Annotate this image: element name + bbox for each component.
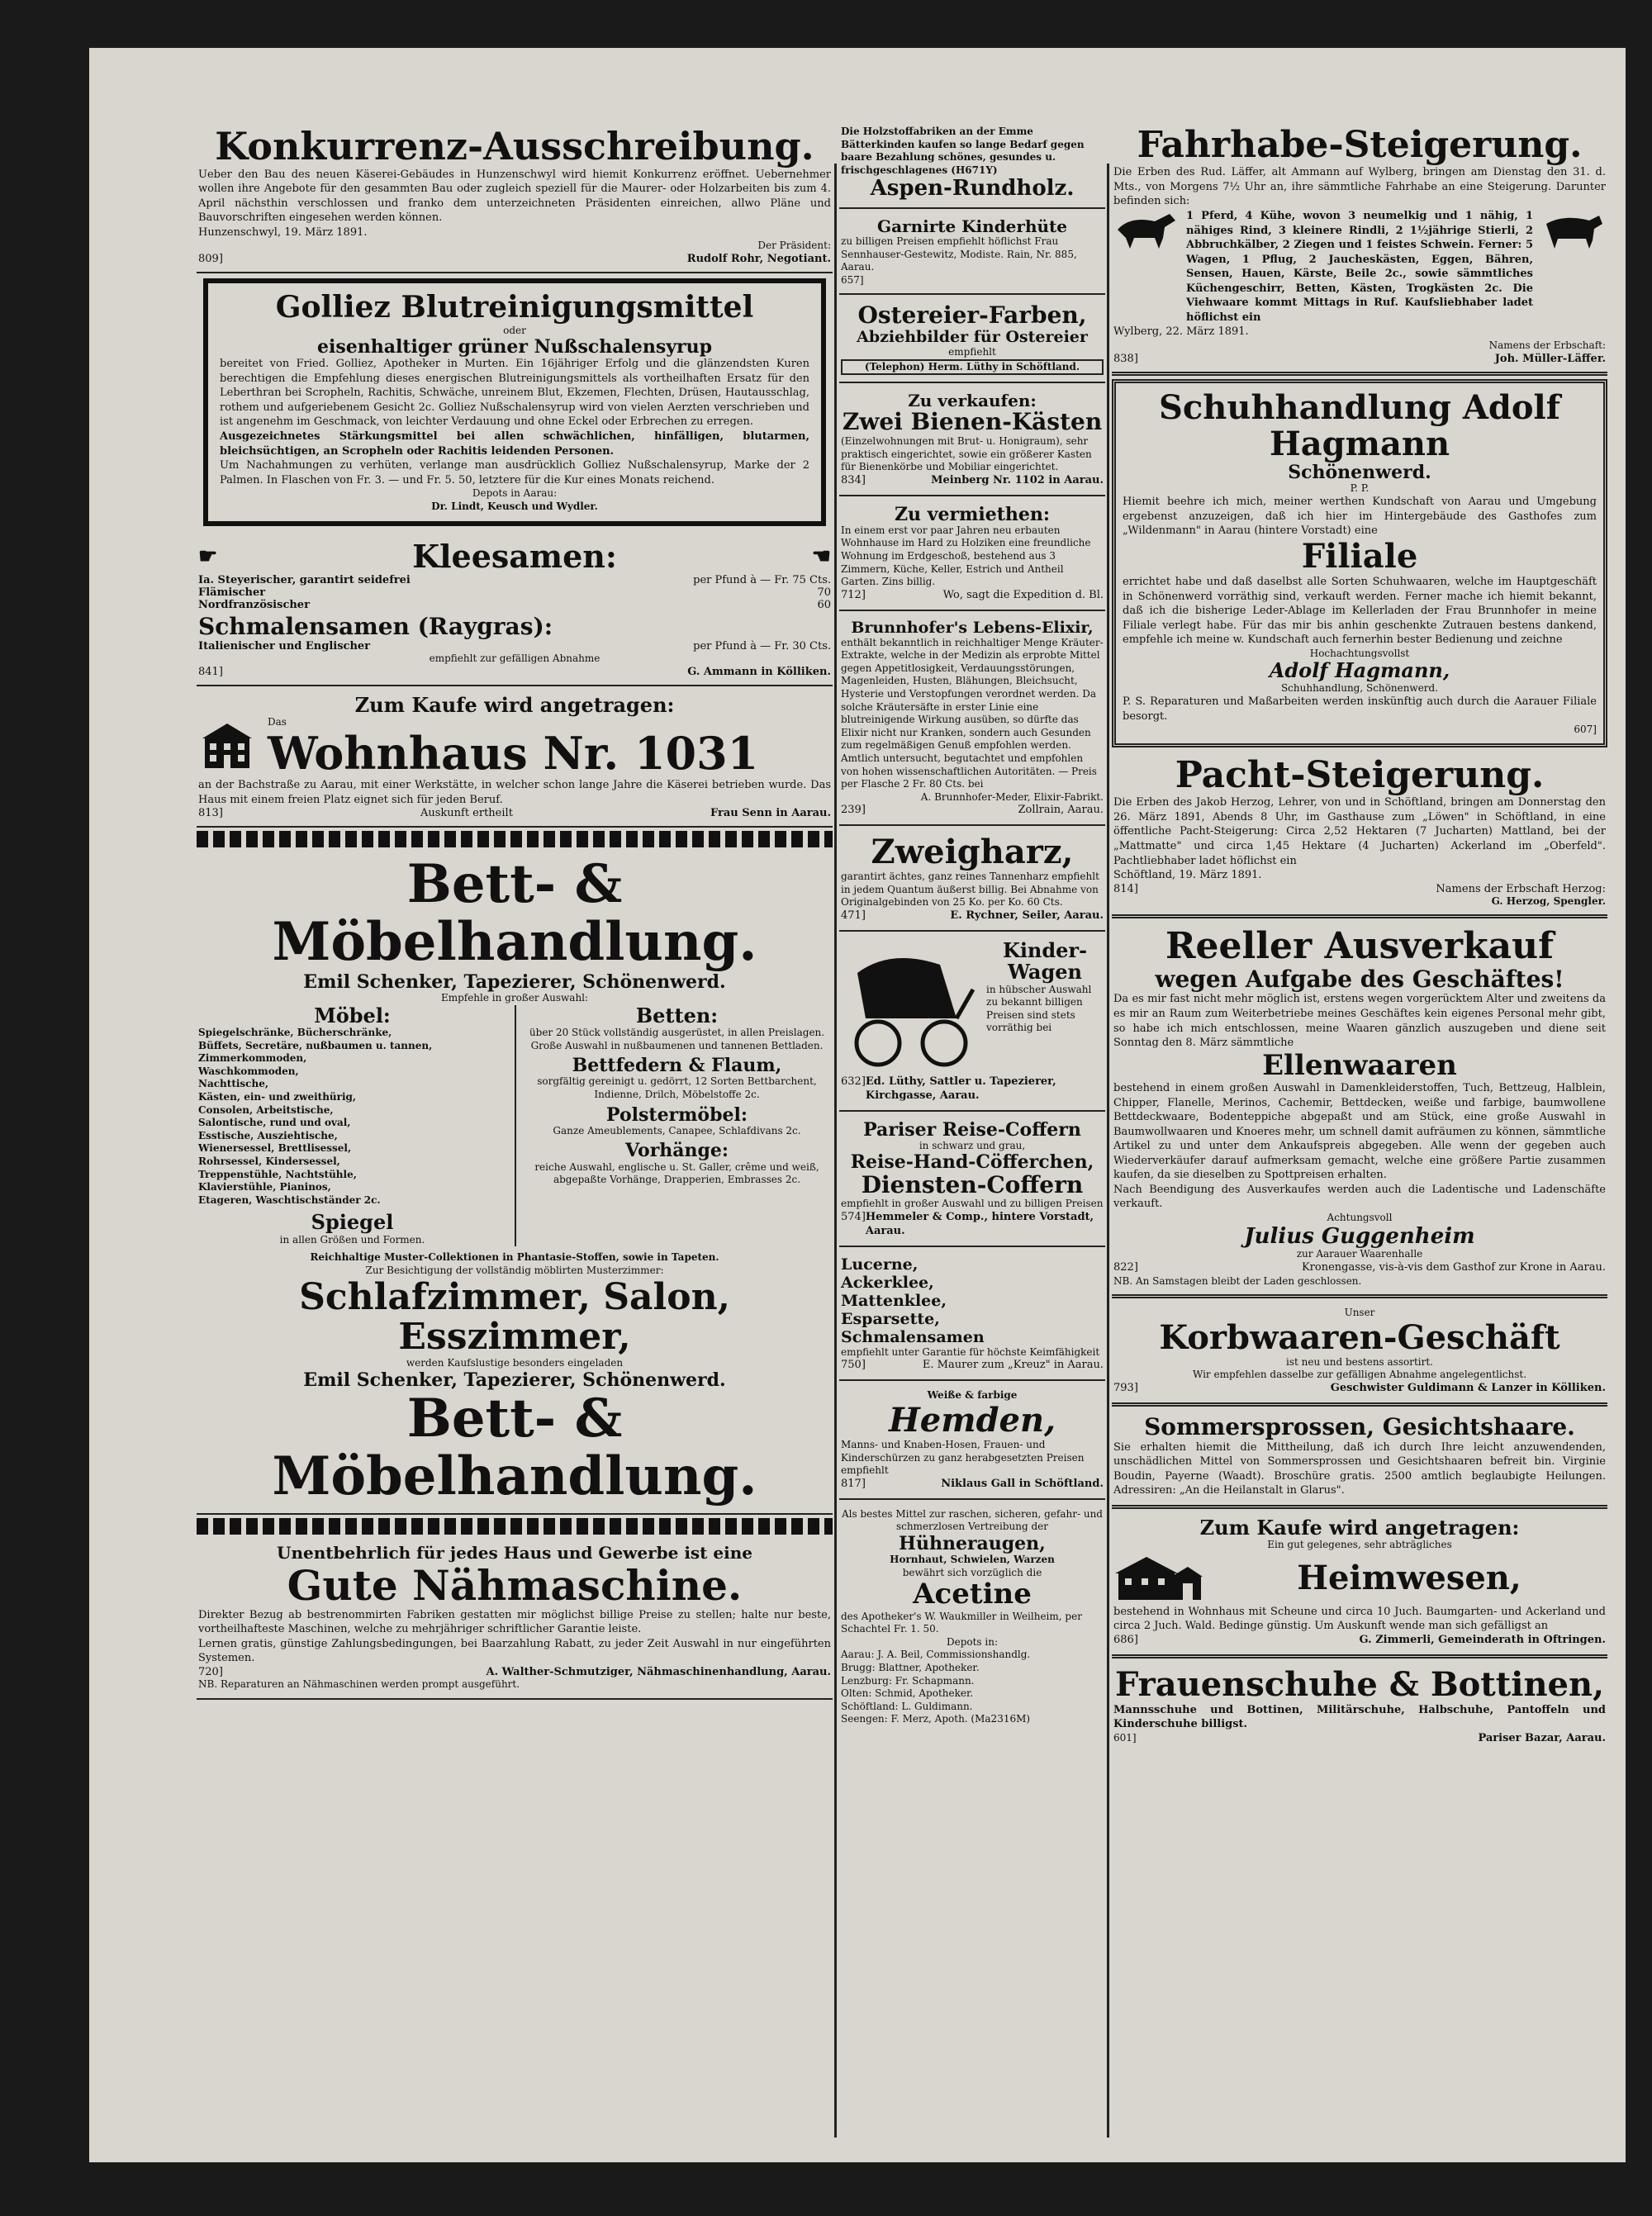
ad-rooms: Schlafzimmer, Salon, Esszimmer, — [299, 1275, 730, 1358]
ad-title-2: Reise-Hand-Cöfferchen, — [850, 1151, 1094, 1174]
price-row-name: Flämischer — [198, 586, 266, 600]
ad-text-2: errichtet habe und daß daselbst alle Sorten Schuhwaaren, welche im Hauptgeschäft in Schönenwerd vorräthig sind, verkauft werden. Ferner mache ich hiemit bekannt, daß ich die bisherige Leder-Ablage im Kellerladen der Frau Brunnhofer in meine Filiale verlegt habe. Für das mir bis anhin geschenkte Zutrauen bestens dankend, empfehle ich meine w. Kundschaft auch fernerhin bester Bedienung und zeichne — [1123, 575, 1597, 647]
ad-number: 750] — [841, 1359, 866, 1372]
ad-kleesamen — [197, 534, 833, 686]
pram-icon — [841, 940, 981, 1075]
price-row-price: 60 — [817, 599, 831, 612]
ad-number: 657] — [841, 273, 864, 286]
pointing-hand-icon: ☛ — [198, 544, 218, 569]
ad-owner-2: Emil Schenker, Tapezierer, Schönenwerd. — [303, 1369, 726, 1391]
ad-title: Ostereier-Farben, — [857, 301, 1087, 330]
ad-signature: Adolf Hagmann, — [1269, 658, 1450, 683]
list-item: Ackerklee, — [841, 1273, 934, 1292]
ad-number: 822] — [1113, 1260, 1138, 1274]
column-1 — [197, 121, 833, 1703]
ad-number: 601] — [1113, 1731, 1137, 1744]
ad-ausverkauf — [1112, 922, 1607, 1298]
decorative-border — [197, 1518, 833, 1535]
ad-title: Pariser Reise-Coffern — [863, 1118, 1081, 1141]
ad-nb: NB. Reparaturen an Nähmaschinen werden prompt ausgeführt. — [198, 1678, 520, 1691]
ad-headline: Filiale — [1301, 536, 1418, 576]
price-row-price: per Pfund à — Fr. 30 Cts. — [693, 640, 831, 652]
price-row — [198, 586, 831, 599]
ad-regards: Achtungsvoll — [1327, 1211, 1393, 1223]
ad-place: Zollrain, Aarau. — [1018, 804, 1104, 817]
ad-regards: Hochachtungsvollst — [1309, 647, 1410, 659]
house-icon — [198, 720, 256, 773]
ad-place: Schöftland, 19. März 1891. — [1113, 869, 1262, 882]
ad-text: Ueber den Bau des neuen Käserei-Gebäudes in Hunzenschwyl wird hiemit Konkurrenz eröffnet. Uebernehmer wollen ihre Angebote für den gesammten Bau oder zugleich speziell für die Maurer- oder Holzarbeiten bis zum 4. April nächsthin verschlossen und franko dem unterzeichneten Präsidenten einreichen, allwo Pläne und Bauvorschriften eingesehen werden können. — [198, 168, 831, 225]
ad-text-2: Lernen gratis, günstige Zahlungsbedingungen, bei Baarzahlung Rabatt, zu jeder Zeit Auswahl in nur eingeführten Systemen. — [198, 1637, 831, 1665]
list-item: Treppenstühle, Nachtstühle, — [198, 1168, 357, 1180]
ad-text-3: Um Nachahmungen zu verhüten, verlange man ausdrücklich Golliez Nußschalensyrup, Marke der 2 Palmen. In Flaschen von Fr. 3. — und Fr. 5. 50, letztere für die Kur eines Monats reichend. — [220, 459, 809, 486]
ad-signature: G. Zimmerli, Gemeinderath in Oftringen. — [1359, 1633, 1606, 1646]
price-row-price: 70 — [817, 586, 831, 600]
ad-number: 607] — [1574, 724, 1597, 736]
list-item: Rohrsessel, Kindersessel, — [198, 1155, 340, 1167]
section-text: über 20 Stück vollständig ausgerüstet, in allen Preislagen. Große Auswahl in nußbaumenen und tannenen Bettladen. — [529, 1027, 825, 1051]
ad-title: Reeller Ausverkauf — [1165, 925, 1555, 968]
ad-signature: Pariser Bazar, Aarau. — [1478, 1731, 1606, 1744]
ad-place: Hunzenschwyl, 19. März 1891. — [198, 225, 368, 239]
ad-headline: Ellenwaaren — [1262, 1048, 1457, 1082]
list-item: Etageren, Waschtischständer 2c. — [198, 1193, 381, 1206]
list-item: Brugg: Blattner, Apotheker. — [841, 1661, 980, 1673]
ad-besichtigung: Zur Besichtigung der vollständig möblirten Musterzimmer: — [365, 1264, 664, 1276]
ad-signature: G. Herzog, Spengler. — [1491, 894, 1606, 907]
ad-subtitle: eisenhaltiger grüner Nußschalensyrup — [316, 336, 713, 358]
ad-text-2: Wir empfehlen dasselbe zur gefälligen Abnahme angelegentlichst. — [1192, 1369, 1527, 1381]
ad-signature-title: Der Präsident: — [757, 240, 831, 252]
list-item: Esstische, Ausziehtische, — [198, 1129, 338, 1141]
ad-text: Hiemit beehre ich mich, meiner werthen Kundschaft von Aarau und Umgebung ergebenst anzuzeigen, daß ich hier im Hintergebäude des Gasthofes zum „Wildenmann" in Aarau (hintere Vorstadt) eine — [1123, 496, 1597, 538]
ad-pre: Unser — [1344, 1307, 1375, 1319]
ad-text: (Einzelwohnungen mit Brut- u. Honigraum), sehr praktisch eingerichtet, sowie ein größerer Kasten für Bienenkörbe und Mobiliar eingerichtet. — [841, 435, 1092, 473]
price-row-name: Ia. Steyerischer, garantirt seidefrei — [198, 574, 411, 587]
list-item: Schöftland: L. Guldimann. — [841, 1700, 973, 1712]
ad-title: Konkurrenz-Ausschreibung. — [215, 124, 814, 168]
ad-title: Fahrhabe-Steigerung. — [1137, 124, 1583, 166]
ad-number: 813] — [198, 807, 223, 820]
ad-title: Kinder-Wagen — [1002, 937, 1088, 985]
ad-bett — [197, 851, 833, 1515]
ad-konkurrenz — [197, 121, 833, 273]
list-item: Lucerne, — [841, 1255, 919, 1274]
price-row-name: Italienischer und Englischer — [198, 640, 371, 652]
ad-signature-title: Namens der Erbschaft Herzog: — [1436, 882, 1606, 895]
ad-zweigharz — [839, 829, 1105, 932]
ad-title: Kleesamen: — [412, 538, 617, 576]
ad-kinderhuete — [839, 212, 1105, 295]
list-item: Aarau: J. A. Beil, Commissionshandlg. — [841, 1649, 1031, 1661]
ad-signature: A. Walther-Schmutziger, Nähmaschinenhandlung, Aarau. — [486, 1666, 831, 1679]
ad-text: In einem erst vor paar Jahren neu erbauten Wohnhause im Hard zu Holziken eine freundliche Wohnung im Erdgeschoß, bestehend aus 3 Zimmern, Küche, Keller, Estrich und Antheil Garten. Zins billig. — [841, 524, 1091, 588]
ad-signature: (Telephon) Herm. Lüthy in Schöftland. — [841, 359, 1104, 376]
ad-signature: Meinberg Nr. 1102 in Aarau. — [931, 473, 1104, 486]
ad-title: Brunnhofer's Lebens-Elixir, — [851, 618, 1094, 637]
ad-frauenschuhe — [1112, 1662, 1607, 1752]
section-title: Bettfedern & Flaum, — [572, 1055, 782, 1077]
ad-recommend: empfiehlt zur gefälligen Abnahme — [429, 652, 601, 664]
list-item: Büffets, Secretäre, nußbaumen u. tannen, — [198, 1039, 433, 1051]
ad-text: an der Bachstraße zu Aarau, mit einer Werkstätte, in welcher schon lange Jahre die Käserei betrieben wurde. Das Haus mit einem freien Platz eignet sich für jeden Beruf. — [198, 778, 831, 806]
list-item: Consolen, Arbeitstische, — [198, 1103, 334, 1116]
ad-kinderwagen — [839, 935, 1105, 1112]
ad-headline: Heimwesen, — [1297, 1558, 1521, 1597]
ad-text-2: bestehend in einem großen Auswahl in Damenkleiderstoffen, Tuch, Bettzeug, Halblein, Chipper, Flanelle, Merinos, Cachemir, Bettdecken, weiße und farbige, baumwollene Bettdeckwaare, Bodenteppiche abgepaßt und am Stück, eine große Auswahl in Baumwollwaaren und Knoeres mehr, um schnell damit aufräumen zu können, sämmtliche Artikel zu und unter dem Ankaufspreis abgegeben. Alle wenn der gegeben auch Wiederverkäufer darauf aufmerksam gemacht, welche eine größere Partie zusammen kaufen, da sie dieselben zu Spottpreisen erhalten. — [1113, 1082, 1606, 1182]
ad-lead: Unentbehrlich für jedes Haus und Gewerbe ist eine — [277, 1542, 752, 1563]
ad-text: Die Erben des Jakob Herzog, Lehrer, von und in Schöftland, bringen am Donnerstag den 26. März 1891, Abends 8 Uhr, im Gasthause zum „Löwen" in Schöftland, in eine öffentliche Pacht-Steigerung: Circa 2,52 Hektaren (7 Jucharten) Mattland, bei der „Mattmatte" und circa 1,45 Hektare (4 Jucharten) Ackerland im „Oberfeld". Pachtliebhaber ladet höflichst ein — [1113, 796, 1606, 867]
ad-text: Mannsschuhe und Bottinen, Militärschuhe, Halbschuhe, Pantoffeln und Kinderschuhe billigst. — [1113, 1703, 1606, 1731]
ad-text-3: Nach Beendigung des Ausverkaufes werden auch die Ladentische und Ladenschäfte verkauft. — [1113, 1183, 1606, 1211]
ad-signature: Ed. Lüthy, Sattler u. Tapezierer, Kirchgasse, Aarau. — [865, 1075, 1056, 1102]
ad-article: Das — [268, 715, 287, 728]
ad-text: Da es mir fast nicht mehr möglich ist, erstens wegen vorgerücktem Alter und zweitens da es mir an Raum zum Weiterbetriebe meines Geschäftes kein eigenes Personal mehr gibt, so habe ich mich entschlossen, meine Waaren gänzlich auszugeben und diene seit Sonntag den 8. März sämmtliche — [1113, 993, 1606, 1050]
farmhouse-icon — [1113, 1552, 1204, 1605]
ad-title: Aspen-Rundholz. — [870, 176, 1075, 202]
ad-signature: Niklaus Gall in Schöftland. — [941, 1477, 1104, 1490]
section-text: reiche Auswahl, englische u. St. Galler, crême und weiß, abgepaßte Vorhänge, Drapperien, Embrasses 2c. — [534, 1160, 819, 1186]
list-item: Esparsette, — [841, 1309, 940, 1328]
ad-signature: Rudolf Rohr, Negotiant. — [686, 252, 831, 265]
ad-title: Garnirte Kinderhüte — [877, 216, 1067, 236]
ad-place: Schönenwerd. — [1288, 461, 1431, 483]
price-row — [198, 599, 831, 611]
list-item: Zimmerkommoden, — [198, 1052, 307, 1065]
ad-signature: Julius Guggenheim — [1244, 1223, 1475, 1249]
ad-ps: P. S. Reparaturen und Maßarbeiten werden inskünftig auch durch die Aarauer Filiale besorgt. — [1123, 695, 1597, 723]
ad-signature: E. Maurer zum „Kreuz" in Aarau. — [922, 1359, 1104, 1372]
ad-pp: P. P. — [1350, 482, 1370, 494]
ad-sommersprossen — [1112, 1410, 1607, 1509]
section-title: Betten: — [635, 1003, 719, 1027]
column-3 — [1112, 121, 1607, 1755]
ad-signature: Hemmeler & Comp., hintere Vorstadt, Aarau. — [865, 1211, 1094, 1237]
list-item: Olten: Schmid, Apotheker. — [841, 1687, 974, 1700]
column-rule — [1107, 164, 1109, 2138]
ad-line: in schwarz und grau, — [919, 1139, 1026, 1151]
ad-depots-title: Depots in: — [946, 1635, 999, 1648]
ad-list: 1 Pferd, 4 Kühe, wovon 3 neumelkig und 1 nähig, 1 nähiges Rind, 3 kleinere Rindli, 2 1½jährige Stierli, 2 Abbruchkälber, 2 Ziegen und 1 feistes Schwein. Ferner: 5 Wagen, 1 Pflug, 2 Jaucheskästen, Eggen, Bähren, Sensen, Hauen, Kärste, Beile 2c., sowie sämmtliches Küchengeschirr, Betten, Kästen, Trogkästen 2c. Die Viehwaare kommt Mittags in Ruf. Kaufsliebhaber ladet höflichst ein — [1186, 210, 1533, 324]
price-row — [198, 574, 831, 586]
ad-ostereier — [839, 298, 1105, 383]
list-item: Seengen: F. Merz, Apoth. (Ma2316M) — [841, 1713, 1031, 1725]
ad-signature: Wo, sagt die Expedition d. Bl. — [942, 588, 1104, 601]
ad-title: Hemden, — [889, 1400, 1056, 1440]
ad-text: ist neu und bestens assortirt. — [1286, 1355, 1433, 1368]
ad-holz — [839, 121, 1105, 209]
list-item: Lenzburg: Fr. Schapmann. — [841, 1674, 975, 1687]
moebel-list — [198, 1005, 506, 1247]
ad-subtitle: Abziehbilder für Ostereier — [857, 328, 1088, 347]
ad-korbwaaren — [1112, 1302, 1607, 1407]
ad-number: 834] — [841, 473, 866, 486]
ad-text: Die Erben des Rud. Läffer, alt Ammann auf Wylberg, bringen am Dienstag den 31. d. Mts., von Morgens 7½ Uhr an, ihre sämmtliche Fahrhabe an eine Steigerung. Darunter befinden sich: — [1113, 166, 1606, 208]
ad-title: Zu verkaufen: — [908, 391, 1037, 411]
section-text: sorgfältig gereinigt u. gedörrt, 12 Sorten Bettbarchent, Indienne, Drilch, Möbelstoffe 2c. — [537, 1075, 817, 1100]
ad-schuhhandlung — [1112, 379, 1607, 747]
ad-number: 471] — [841, 909, 866, 923]
ad-signature: E. Rychner, Seiler, Aarau. — [950, 909, 1104, 923]
ad-text: Sie erhalten hiemit die Mittheilung, daß ich durch Ihre leicht anzuwendenden, unschädlichen Mittel von Sommersprossen und Gesichtshaaren befreit bin. Virginie Boudin, Payerne (Waadt). Broschüre gratis. 2500 amtlich beglaubigte Heilungen. Adressiren: „An die Heilanstalt in Glarus". — [1113, 1440, 1606, 1497]
ad-signature-title: Namens der Erbschaft: — [1488, 339, 1606, 351]
ad-number: 838] — [1113, 352, 1138, 365]
ad-intro: Empfehle in großer Auswahl: — [440, 992, 589, 1004]
ad-headline: Zwei Bienen-Kästen — [842, 408, 1103, 436]
ad-text-3: des Apotheker's W. Waukmiller in Weilheim, per Schachtel Fr. 1. 50. — [841, 1610, 1082, 1635]
section-text: in allen Größen und Formen. — [279, 1233, 425, 1246]
price-row-name: Nordfranzösischer — [198, 599, 310, 612]
ad-title: Acetine — [913, 1578, 1032, 1611]
ad-title-2: Bett- & Möbelhandlung. — [272, 1388, 757, 1508]
list-item: Wienersessel, Brettlisessel, — [198, 1142, 352, 1155]
ad-bienen — [839, 387, 1105, 496]
ad-signature: G. Ammann in Kölliken. — [687, 665, 831, 678]
ad-headline: Hühneraugen, — [899, 1532, 1046, 1554]
ad-number: 809] — [198, 252, 223, 265]
ad-lucerne — [839, 1250, 1105, 1381]
list-item: Klavierstühle, Pianinos, — [198, 1181, 331, 1193]
ad-number: 793] — [1113, 1381, 1138, 1394]
price-row-price: per Pfund à — Fr. 75 Cts. — [693, 574, 831, 587]
ad-heimwesen — [1112, 1512, 1607, 1658]
ad-info: Auskunft ertheilt — [420, 807, 513, 820]
newspaper-page — [89, 48, 1626, 2162]
horse-icon — [1113, 209, 1180, 254]
ad-text: Als bestes Mittel zur raschen, sicheren, gefahr- und schmerzlosen Vertreibung der — [842, 1507, 1103, 1533]
ad-depots-title: Depots in Aarau: — [472, 487, 558, 500]
ad-subtitle: Schmalensamen (Raygras): — [198, 613, 553, 641]
ad-elixir — [839, 615, 1105, 827]
ad-text: Die Holzstoffabriken an der Emme Bätterkinden kaufen so lange Bedarf gegen baare Bezahlung schönes, gesundes u. frischgeschlagenes (H671Y) — [841, 126, 1085, 176]
cow-icon — [1540, 209, 1606, 254]
ad-number: 814] — [1113, 882, 1138, 895]
ad-signature-2: zur Aarauer Waarenhalle — [1296, 1248, 1423, 1260]
ad-number: 686] — [1113, 1633, 1138, 1646]
ad-signature: A. Brunnhofer-Meder, Elixir-Fabrikt. — [920, 790, 1104, 803]
column-2 — [839, 121, 1105, 1736]
ad-title: Golliez Blutreinigungsmittel — [275, 289, 754, 325]
ad-signature: Geschwister Guldimann & Lanzer in Kölliken. — [1330, 1381, 1606, 1394]
ad-text: bereitet von Fried. Golliez, Apotheker in Murten. Ein 16jähriger Erfolg und die glänzendsten Kuren berechtigen die Empfehlung dieses energischen Blutreinigungsmittels als vortheilhaften Ersatz für den Leberthran bei Scropheln, Rachitis, Schwäche, unreinem Blut, Ekzemen, Flechten, Drüsen, Hautausschlag, rothem und aufgeriebenem Gesicht 2c. Golliez Nußschalensyrup wird von vielen Aerzten verschrieben und ist angenehm im Geschmack, von leichter Verdauung und ohne Eckel oder Erbrechen zu erregen. — [220, 358, 809, 429]
section-title: Polstermöbel: — [606, 1103, 748, 1126]
section-text: Ganze Ameublements, Canapee, Schlafdivans 2c. — [553, 1124, 801, 1136]
section-title: Möbel: — [314, 1003, 391, 1027]
list-item: Salontische, rund und oval, — [198, 1117, 351, 1129]
ad-text: Manns- und Knaben-Hosen, Frauen- und Kinderschürzen zu ganz herabgesetzten Preisen empfiehlt — [841, 1438, 1085, 1477]
ad-title: Sommersprossen, Gesichtshaare. — [1144, 1412, 1575, 1440]
ad-signature-2: Schuhhandlung, Schönenwerd. — [1280, 681, 1439, 694]
ad-title: Zu vermiethen: — [895, 503, 1050, 525]
list-item: Nachttische, — [198, 1078, 269, 1090]
decorative-border — [197, 831, 833, 847]
ad-title: Korbwaaren-Geschäft — [1159, 1317, 1560, 1357]
ad-owner: Emil Schenker, Tapezierer, Schönenwerd. — [303, 970, 726, 993]
ad-place: Wylberg, 22. März 1891. — [1113, 325, 1249, 339]
ad-text-2: Ausgezeichnetes Stärkungsmittel bei allen schwächlichen, hinfälligen, blutarmen, bleichsüchtigen, an Scropheln oder Rachitis leidenden Personen. — [220, 430, 809, 458]
ad-text: enthält bekanntlich in reichhaltiger Menge Kräuter-Extrakte, welche in der Medizin als erprobte Mittel gegen Appetitlosigkeit, Verdauungsstörungen, Magenleiden, Husten, Blähungen, Bleichsucht, Hysterie und Verstopfungen verordnet werden. Da solche Kräutersäfte in erster Linie eine blutreinigende Wirkung ausüben, so dürfte das Elixir nicht nur Kranken, sondern auch Gesunden zum regelmäßigen Genuß empfohlen werden. Amtlich untersucht, begutachtet und empfohlen von hohen wissenschaftlichen Autoritäten. — Preis per Flasche 2 Fr. 80 Cts. bei — [841, 636, 1104, 790]
betten-list — [515, 1005, 831, 1247]
ad-hemden — [839, 1384, 1105, 1499]
section-title: Vorhänge: — [624, 1140, 729, 1162]
ad-pre: Weiße & farbige — [927, 1389, 1018, 1402]
ad-koffer — [839, 1115, 1105, 1247]
ad-text: empfiehlt unter Garantie für höchste Keimfähigkeit — [841, 1345, 1100, 1358]
ad-acetine — [839, 1503, 1105, 1733]
ad-title: Gute Nähmaschine. — [287, 1560, 743, 1610]
ad-vermieten — [839, 500, 1105, 611]
ad-text: in hübscher Auswahl zu bekannt billigen Preisen sind stets vorräthig bei — [986, 983, 1092, 1034]
ad-subtitle: Hornhaut, Schwielen, Warzen — [890, 1553, 1055, 1565]
price-row — [198, 640, 831, 652]
ad-title: Bett- & Möbelhandlung. — [272, 853, 757, 974]
ad-subtitle: wegen Aufgabe des Geschäftes! — [1155, 965, 1564, 993]
ad-naehmaschine — [197, 1538, 833, 1700]
list-item: Schmalensamen — [841, 1327, 985, 1346]
ad-number: 720] — [198, 1666, 223, 1679]
ad-number: 712] — [841, 588, 866, 601]
ad-signature-3: Kronengasse, vis-à-vis dem Gasthof zur Krone in Aarau. — [1301, 1260, 1606, 1274]
ad-title-3: Diensten-Coffern — [861, 1170, 1084, 1198]
pointing-hand-icon: ☚ — [811, 544, 831, 569]
section-title: Spiegel — [311, 1210, 394, 1235]
ad-golliez — [203, 278, 826, 526]
ad-signature: Joh. Müller-Läffer. — [1494, 352, 1606, 365]
ad-conjunction: oder — [503, 324, 526, 336]
ad-number: 239] — [841, 804, 866, 817]
ad-fahrhabe — [1112, 121, 1607, 376]
ad-number: 632] — [841, 1075, 866, 1088]
ad-title: Pacht-Steigerung. — [1175, 753, 1545, 796]
ad-pacht — [1112, 751, 1607, 918]
ad-invite: werden Kaufslustige besonders eingeladen — [406, 1357, 624, 1369]
ad-text: garantirt ächtes, ganz reines Tannenharz empfiehlt in jedem Quantum äußerst billig. Bei Abnahme von Originalgebinden von 25 Ko. per Ko. 60 Cts. — [841, 871, 1099, 909]
ad-text: bestehend in Wohnhaus mit Scheune und circa 10 Juch. Baumgarten- und Ackerland und circa 2 Juch. Wald. Bedinge günstig. Um Auskunft wende man sich gefälligst an — [1113, 1605, 1606, 1633]
ad-wohnhaus — [197, 690, 833, 828]
list-item: Mattenklee, — [841, 1291, 947, 1310]
ad-muster: Reichhaltige Muster-Collektionen in Phantasie-Stoffen, sowie in Tapeten. — [310, 1251, 719, 1264]
ad-number: 574] — [841, 1211, 866, 1224]
ad-text: zu billigen Preisen empfiehlt höflichst Frau Sennhauser-Gestewitz, Modiste. Rain, Nr. 885, Aarau. — [841, 235, 1077, 273]
ad-headline: Wohnhaus Nr. 1031 — [268, 726, 759, 780]
ad-nb: NB. An Samstagen bleibt der Laden geschlossen. — [1113, 1274, 1362, 1287]
list-item: Spiegelschränke, Bücherschränke, — [198, 1027, 392, 1039]
ad-text: empfiehlt in großer Auswahl und zu billigen Preisen — [841, 1198, 1104, 1210]
ad-depots: Dr. Lindt, Keusch und Wydler. — [431, 500, 598, 512]
ad-title: Zweigharz, — [871, 833, 1074, 872]
ad-recommend: empfiehlt — [948, 346, 996, 358]
ad-signature: Frau Senn in Aarau. — [710, 807, 831, 820]
list-item: Kästen, ein- und zweithürig, — [198, 1090, 357, 1103]
column-rule — [834, 164, 837, 2138]
ad-text-2: bewährt sich vorzüglich die — [902, 1566, 1042, 1578]
ad-title: Zum Kaufe wird angetragen: — [1199, 1515, 1520, 1540]
ad-subtitle: Ein gut gelegenes, sehr abträgliches — [1267, 1539, 1452, 1551]
ad-title: Schuhhandlung Adolf Hagmann — [1159, 387, 1560, 463]
ad-text: Direkter Bezug ab bestrenommirten Fabriken gestatten mir möglichst billige Preise zu stellen; halte nur beste, vortheilhafteste Maschinen, welche zu mehrjähriger schriftlicher Garantie leiste. — [198, 1608, 831, 1636]
ad-title: Zum Kaufe wird angetragen: — [354, 692, 675, 717]
ad-number: 841] — [198, 665, 223, 678]
list-item: Waschkommoden, — [198, 1065, 299, 1077]
ad-title: Frauenschuhe & Bottinen, — [1114, 1664, 1604, 1704]
ad-number: 817] — [841, 1477, 866, 1490]
